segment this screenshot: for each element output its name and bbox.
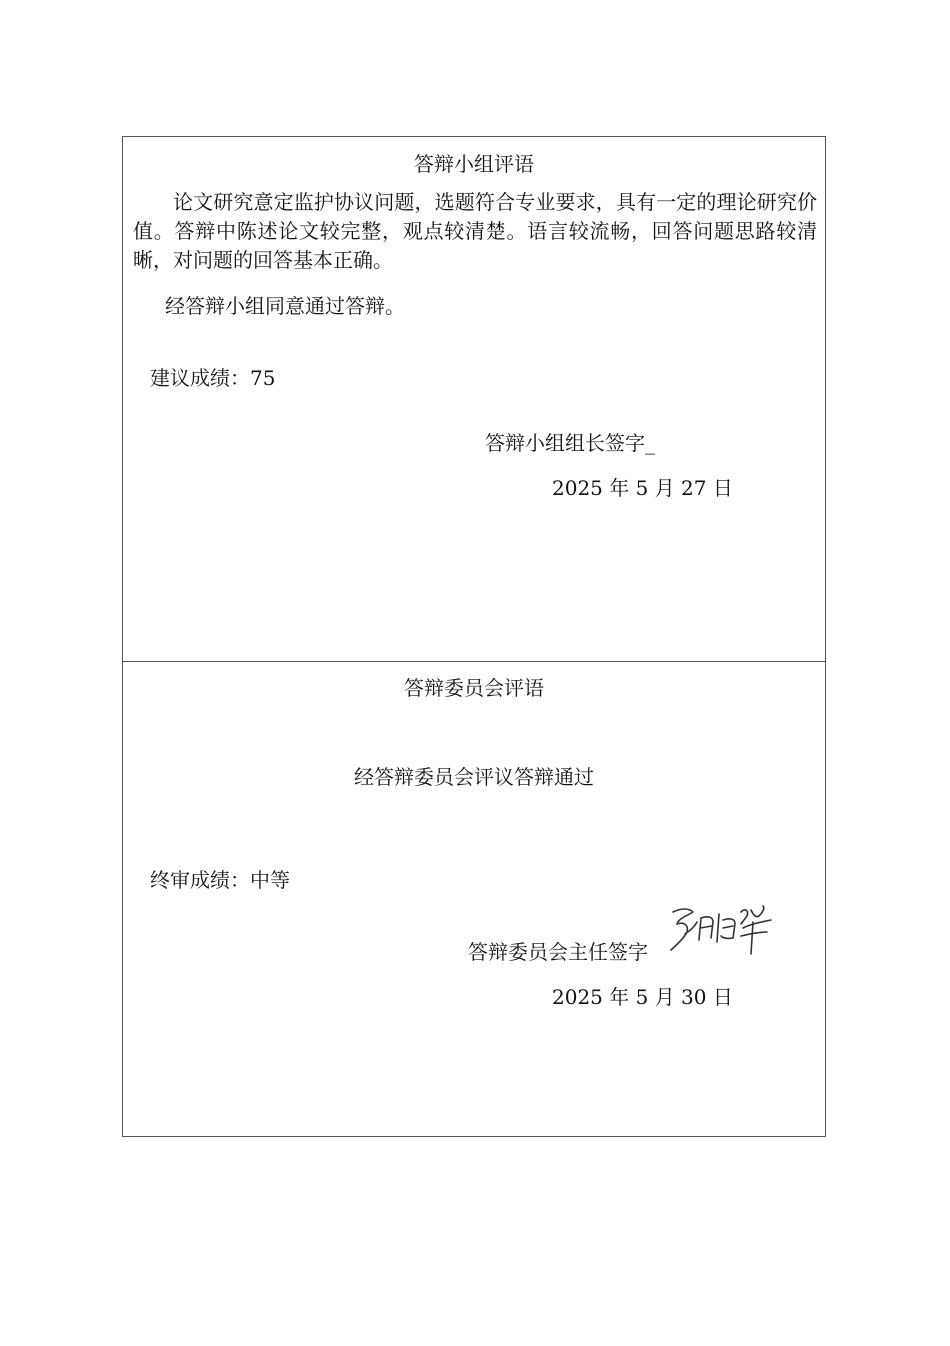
committee-review-comment: 经答辩委员会评议答辩通过 xyxy=(354,765,594,789)
group-leader-signature-label: 答辩小组组长签字_ xyxy=(485,431,655,455)
final-grade: 终审成绩：中等 xyxy=(150,868,290,892)
group-review-section xyxy=(123,137,825,662)
committee-director-signature-label: 答辩委员会主任签字 xyxy=(468,940,648,964)
group-approval-text: 经答辩小组同意通过答辩。 xyxy=(165,294,405,318)
committee-review-date: 2025 年 5 月 30 日 xyxy=(552,985,733,1009)
review-form-table xyxy=(122,136,826,1137)
committee-review-heading: 答辩委员会评语 xyxy=(404,676,544,700)
committee-review-section xyxy=(123,662,825,1136)
suggested-grade: 建议成绩：75 xyxy=(150,366,276,390)
group-review-comment: 论文研究意定监护协议问题，选题符合专业要求，具有一定的理论研究价值。答辩中陈述论文较完整，观点较清楚。语言较流畅，回答问题思路较清晰，对问题的回答基本正确。 xyxy=(133,190,817,272)
group-review-heading: 答辩小组评语 xyxy=(414,152,534,176)
group-review-date: 2025 年 5 月 27 日 xyxy=(552,476,733,500)
handwritten-signature xyxy=(667,904,777,968)
